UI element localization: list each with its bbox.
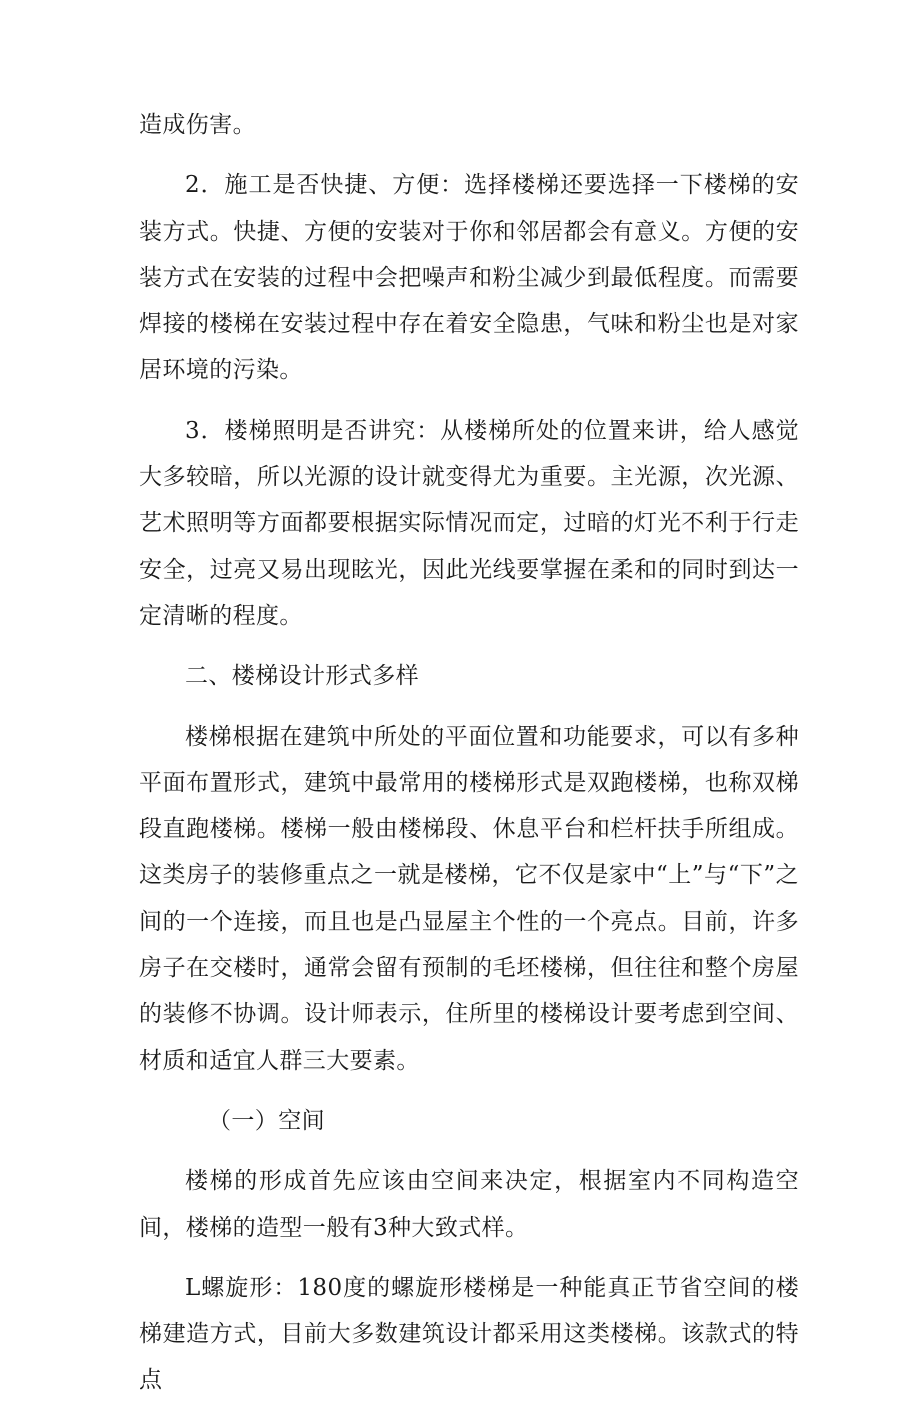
document-body <box>139 102 799 1404</box>
subsection-heading-space: （一）空间 <box>208 1107 325 1134</box>
paragraph-spiral-stairs: L螺旋形：180度的螺旋形楼梯是一种能真正节省空间的楼梯建造方式，目前大多数建筑设计都采用这类楼梯。该款式的特点 <box>139 1274 799 1394</box>
paragraph-stair-layout: 楼梯根据在建筑中所处的平面位置和功能要求，可以有多种平面布置形式，建筑中最常用的楼梯形式是双跑楼梯，也称双梯段直跑楼梯。楼梯一般由楼梯段、休息平台和栏杆扶手所组成。这类房子的装修重点之一就是楼梯，它不仅是家中“上”与“下”之间的一个连接，而且也是凸显屋主个性的一个亮点。目前，许多房子在交楼时，通常会留有预制的毛坯楼梯，但往往和整个房屋的装修不协调。设计师表示，住所里的楼梯设计要考虑到空间、材质和适宜人群三大要素。 <box>139 723 799 1074</box>
paragraph-construction-convenience: 2．施工是否快捷、方便：选择楼梯还要选择一下楼梯的安装方式。快捷、方便的安装对于你和邻居都会有意义。方便的安装方式在安装的过程中会把噪声和粉尘减少到最低程度。而需要焊接的楼梯在安装过程中存在着安全隐患，气味和粉尘也是对家居环境的污染。 <box>139 172 799 384</box>
paragraph-space-shapes: 楼梯的形成首先应该由空间来决定，根据室内不同构造空间，楼梯的造型一般有3种大致式样。 <box>139 1168 799 1241</box>
paragraph-stair-lighting: 3．楼梯照明是否讲究：从楼梯所处的位置来讲，给人感觉大多较暗，所以光源的设计就变得尤为重要。主光源，次光源、艺术照明等方面都要根据实际情况而定，过暗的灯光不利于行走安全，过亮又易出现眩光，因此光线要掌握在柔和的同时到达一定清晰的程度。 <box>139 417 799 629</box>
paragraph-continuation: 造成伤害。 <box>139 112 256 138</box>
section-heading-design-forms: 二、楼梯设计形式多样 <box>185 663 419 690</box>
